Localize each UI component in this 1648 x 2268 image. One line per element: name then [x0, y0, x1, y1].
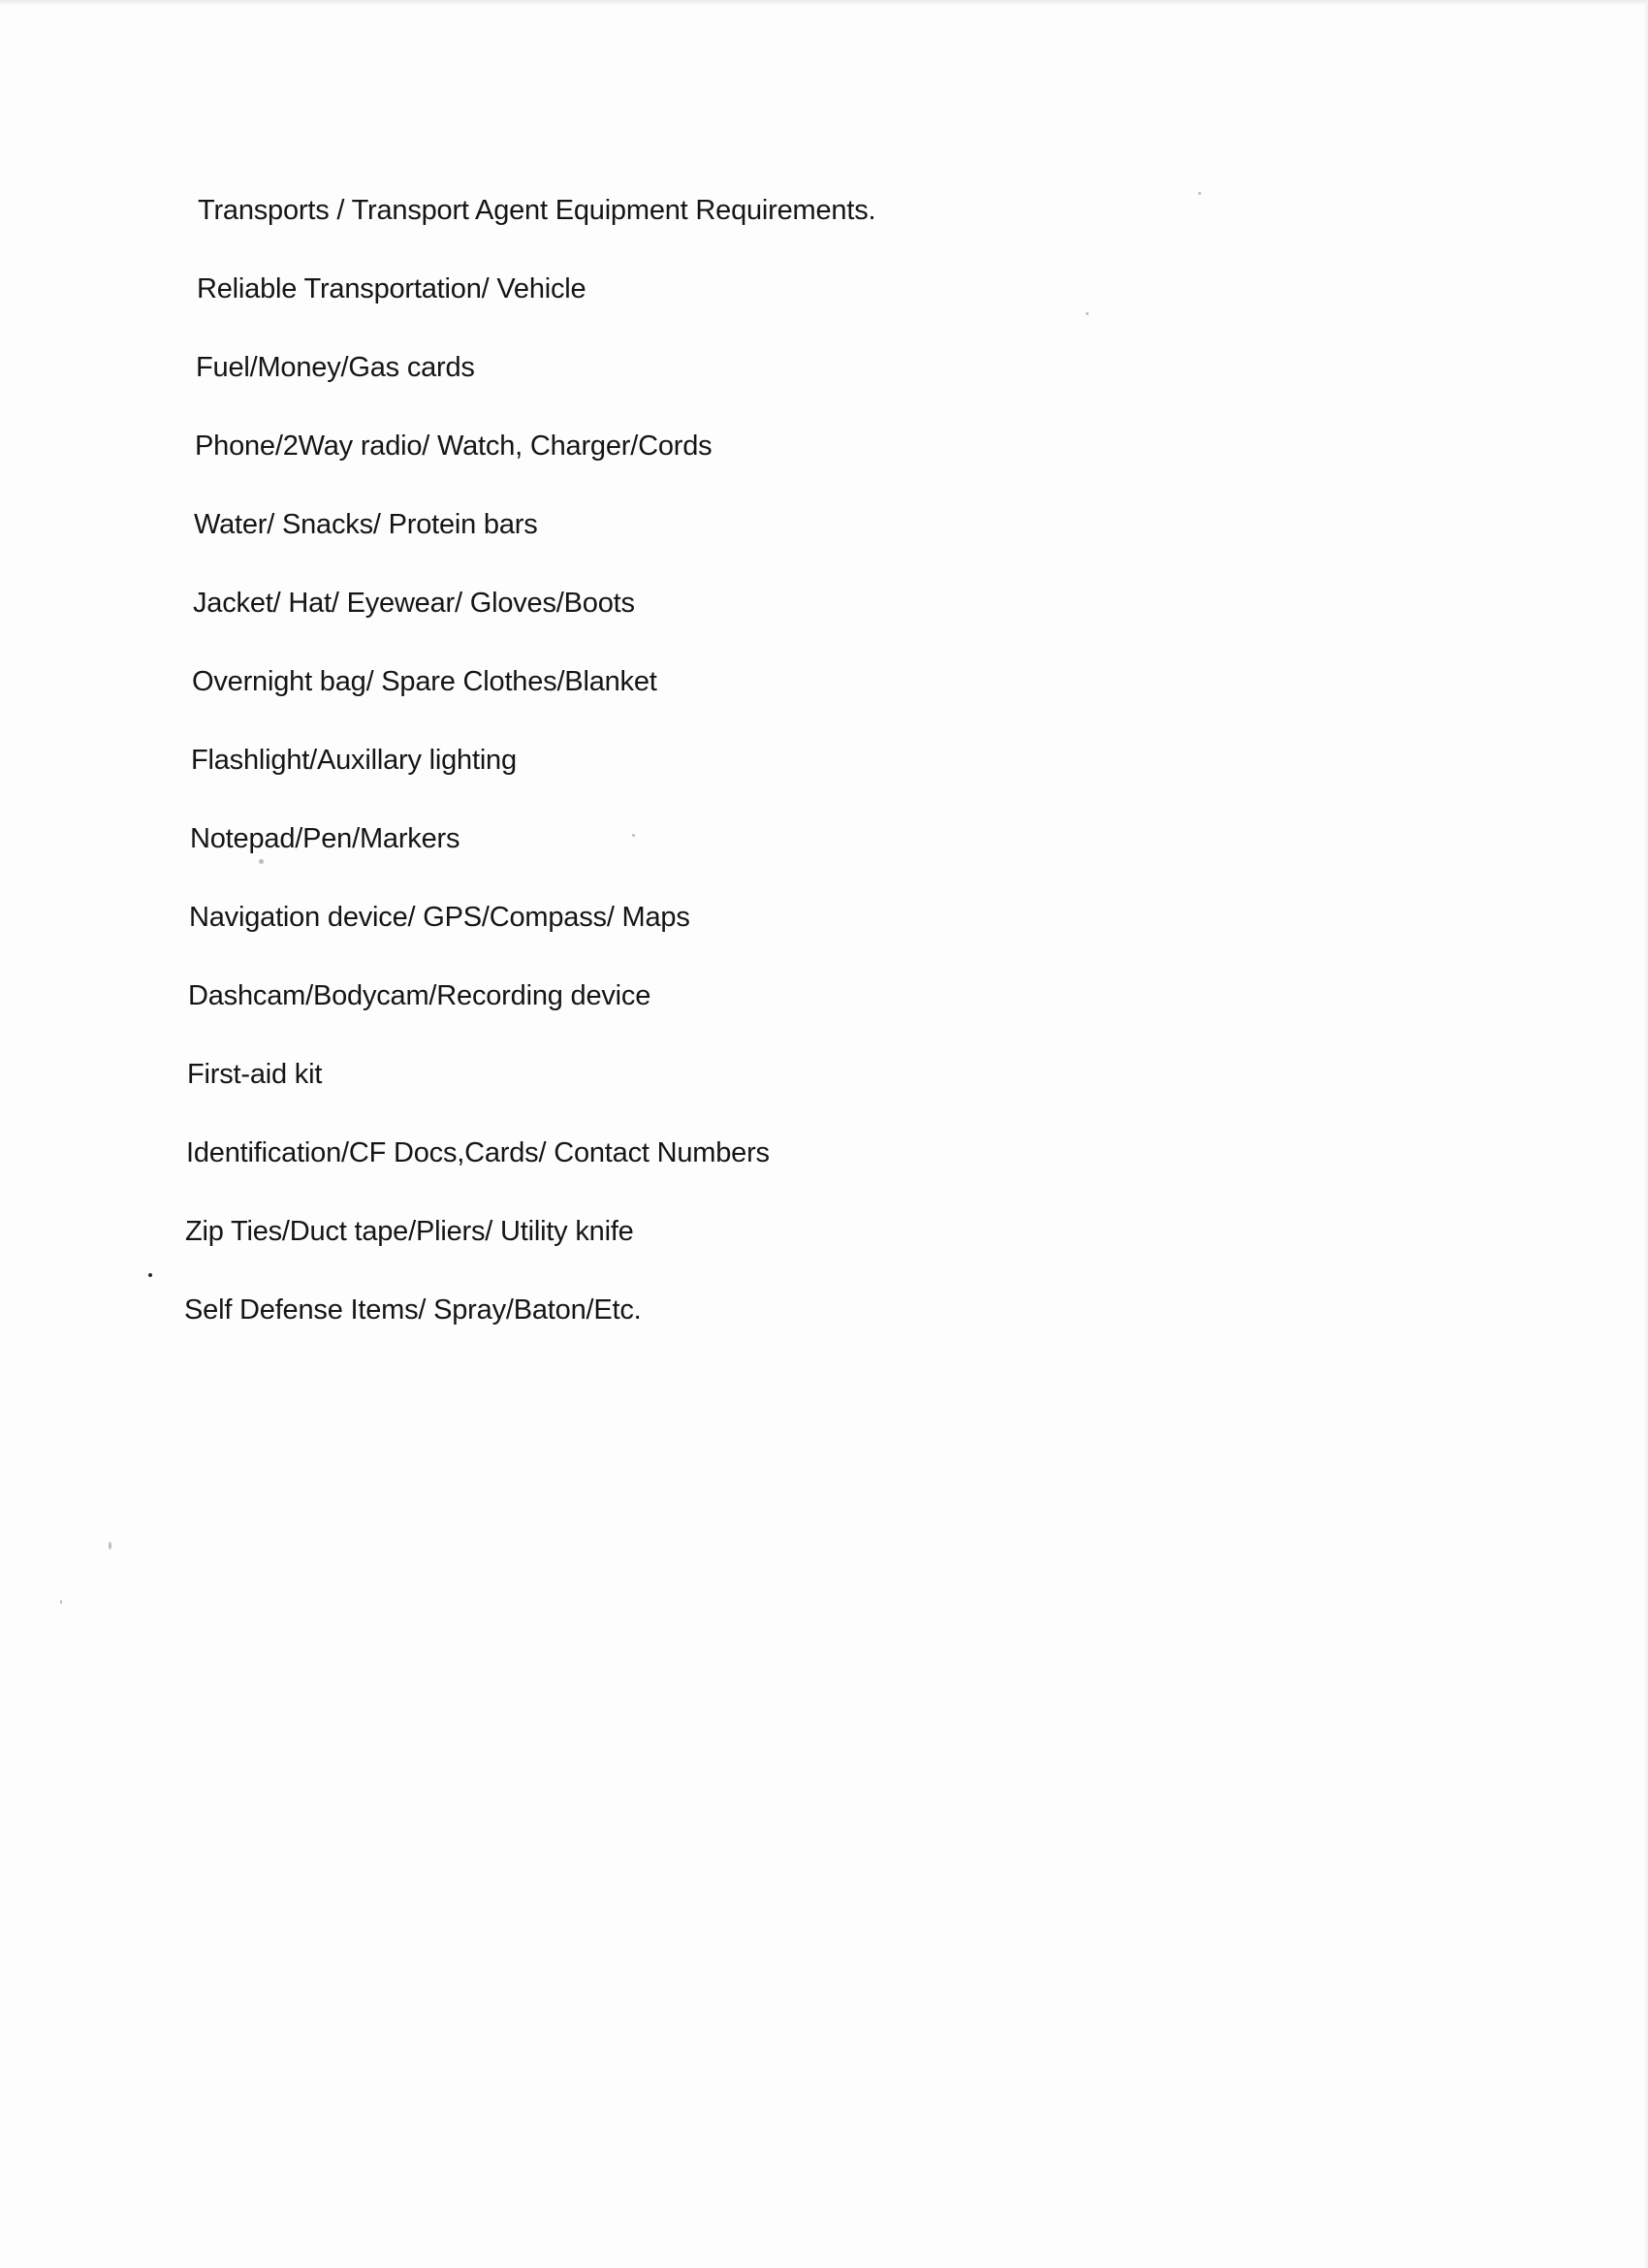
- list-item: Reliable Transportation/ Vehicle: [197, 273, 586, 304]
- scan-speck: [148, 1273, 152, 1277]
- list-item: Overnight bag/ Spare Clothes/Blanket: [192, 666, 657, 697]
- scan-speck: [1198, 192, 1201, 195]
- list-item: Navigation device/ GPS/Compass/ Maps: [189, 902, 690, 933]
- sheet-edge-right: [1644, 0, 1648, 2268]
- list-item: Phone/2Way radio/ Watch, Charger/Cords: [195, 431, 713, 462]
- list-item: Dashcam/Bodycam/Recording device: [188, 980, 651, 1011]
- document-title: Transports / Transport Agent Equipment Requirements.: [198, 195, 876, 226]
- list-item: Self Defense Items/ Spray/Baton/Etc.: [184, 1294, 642, 1326]
- scan-speck: [1086, 312, 1089, 315]
- sheet-edge-top: [0, 0, 1648, 6]
- equipment-list: [184, 194, 1347, 1372]
- list-item: Jacket/ Hat/ Eyewear/ Gloves/Boots: [193, 588, 635, 619]
- list-item: Zip Ties/Duct tape/Pliers/ Utility knife: [185, 1216, 634, 1247]
- scan-speck: [259, 859, 264, 864]
- scan-speck: [60, 1600, 62, 1604]
- list-item: Notepad/Pen/Markers: [190, 823, 460, 854]
- scan-speck: [632, 834, 635, 837]
- scan-speck: [109, 1542, 111, 1549]
- list-item: Identification/CF Docs,Cards/ Contact Numbers: [186, 1137, 770, 1168]
- list-item: Water/ Snacks/ Protein bars: [194, 509, 538, 540]
- list-item: Fuel/Money/Gas cards: [196, 352, 475, 383]
- list-item: Flashlight/Auxillary lighting: [191, 745, 517, 776]
- list-item: First-aid kit: [187, 1059, 323, 1090]
